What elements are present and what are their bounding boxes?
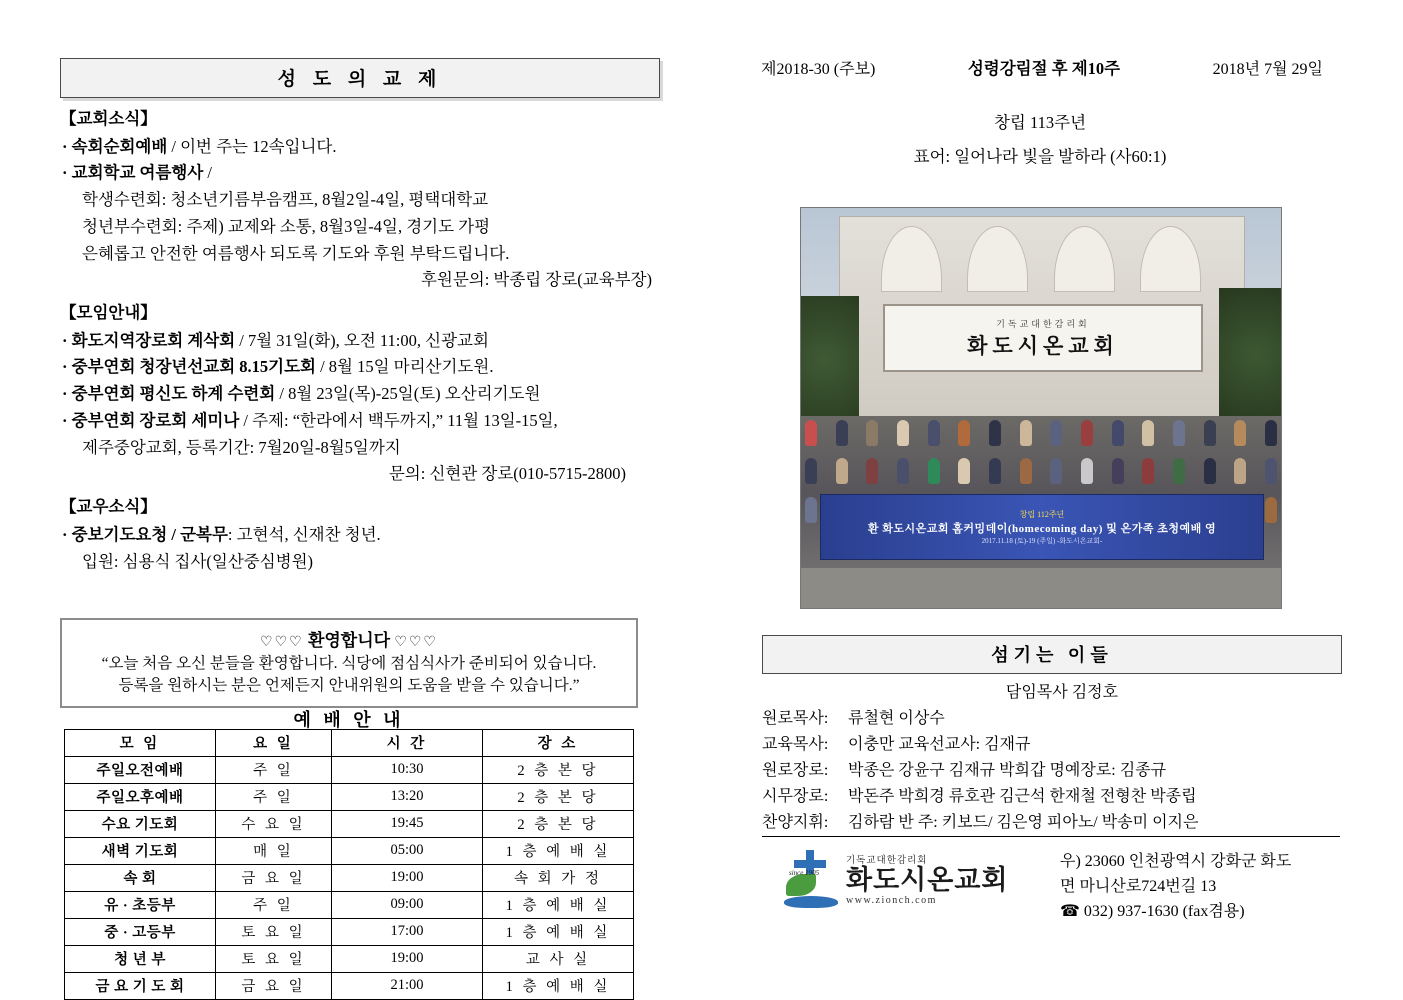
logo-website[interactable]: www.zionch.com [846,894,937,906]
phone-line: ☎ 032) 937-1630 (fax겸용) [1060,902,1245,920]
sign-denomination: 기독교대한감리회 [996,318,1090,329]
welcome-title-text: 환영합니다 [307,631,391,650]
logo-denomination: 기독교대한감리회 [846,856,928,867]
col-header-place: 장 소 [483,730,634,757]
cell-day: 금 요 일 [216,973,332,1000]
arch-shape [967,226,1028,292]
col-header-day: 요 일 [216,730,332,757]
cell-day: 수 요 일 [216,811,332,838]
motto-text: 표어: 일어나라 빛을 발하라 (사60:1) [913,147,1167,166]
table-row [65,973,634,1000]
right-column [735,55,1345,167]
cell-meeting: 청 년 부 [65,946,216,973]
table-row [65,838,634,865]
meeting-line [60,381,660,408]
welcome-line-1: “오늘 처음 오신 분들을 환영합니다. 식당에 점심식사가 준비되어 있습니다. [101,655,597,672]
servant-row [762,784,1362,810]
col-header-meeting: 모 임 [65,730,216,757]
worship-schedule-title: 예 배 안 내 [293,710,405,730]
footer [780,848,1360,924]
cell-day: 주 일 [216,892,332,919]
logo-text-block [846,852,1009,905]
cell-meeting: 주일오후예배 [65,784,216,811]
news-line [60,160,660,187]
group-head-member-news: 【교우소식】 [60,497,157,517]
logo-since-text: since 1905 [789,869,820,877]
servant-row [762,758,1362,784]
news-rest: / [203,163,212,183]
cell-time: 05:00 [332,838,483,865]
hearts-left-icon: ♡♡♡ [260,635,304,650]
cell-place: 1 층 예 배 실 [483,973,634,1000]
cell-meeting: 새벽 기도회 [65,838,216,865]
cell-place: 1 층 예 배 실 [483,892,634,919]
news-contact-note: 후원문의: 박종립 장로(교육부장) [420,270,652,290]
servant-row [762,732,1362,758]
cell-day: 매 일 [216,838,332,865]
left-column [60,58,660,575]
address-line-2: 면 마니산로724번길 13 [1060,877,1217,895]
servant-row [762,706,1362,732]
cell-day: 주 일 [216,784,332,811]
meeting-lead: · 중부연회 평신도 하계 수련회 [62,384,276,404]
table-row [65,865,634,892]
cell-place: 2 층 본 당 [483,757,634,784]
meeting-lead: · 중부연회 장로회 세미나 [62,410,240,430]
cell-day: 주 일 [216,757,332,784]
meeting-rest: / 7월 31일(화), 오전 11:00, 신광교회 [235,330,489,350]
news-subline: 청년부수련회: 주제) 교제와 소통, 8월3일-4일, 경기도 가평 [82,216,491,236]
address-line-1: 우) 23060 인천광역시 강화군 화도 [1060,853,1292,870]
anniversary-text: 창립 113주년 [993,113,1087,132]
meeting-contact-note: 문의: 신현관 장로(010-5715-2800) [388,464,626,484]
bulletin-header [735,55,1345,79]
cell-meeting: 수요 기도회 [65,811,216,838]
table-row [65,892,634,919]
issue-number: 제2018-30 (주보) [761,61,876,78]
col-header-time: 시 간 [332,730,483,757]
cross-logo-icon [780,848,842,910]
group-head-church-news: 【교회소식】 [60,109,157,128]
meeting-line [60,328,660,355]
banner-main-text: 환 화도시온교회 홈커밍데이(homecoming day) 및 온가족 초청예배 영 [867,522,1217,535]
senior-pastor: 담임목사 김정호 [1005,684,1119,701]
meeting-rest: / 주제: “한라에서 백두까지,” 11월 13일-15일, [239,410,558,430]
photo-homecoming-banner [820,494,1264,560]
arch-shape [881,226,942,292]
member-news-lead: 입원 [82,551,114,571]
fellowship-title: 성 도 의 교 제 [60,58,660,98]
news-subline: 학생수련회: 청소년기름부음캠프, 8월2일-4일, 평택대학교 [82,190,489,210]
servants-list [762,680,1362,835]
cell-time: 19:00 [332,946,483,973]
news-block [60,106,660,575]
news-subline: 은혜롭고 안전한 여름행사 되도록 기도와 후원 부탁드립니다. [82,243,510,263]
servant-value: 류철현 이상수 [848,709,945,727]
servant-label: 교육목사: [762,735,829,753]
cell-time: 19:45 [332,811,483,838]
group-head-meetings: 【모임안내】 [60,303,157,323]
servant-value: 이충만 교육선교사: 김재규 [848,735,1031,753]
liturgical-week: 성령강림절 후 제10주 [967,59,1121,78]
member-news-rest: : 심용식 집사(일산중심병원) [113,551,314,571]
servant-label: 시무장로: [762,787,829,805]
hearts-right-icon: ♡♡♡ [394,635,438,650]
photo-arches [868,228,1214,292]
meeting-line [60,408,660,435]
photo-ground [801,568,1281,608]
cell-place: 속 회 가 정 [483,865,634,892]
meeting-subline: 제주중앙교회, 등록기간: 7월20일-8월5일까지 [82,437,401,457]
meeting-lead: · 화도지역장로회 계삭회 [62,330,236,350]
welcome-line-2: 등록을 원하시는 분은 언제든지 안내위원의 도움을 받을 수 있습니다.” [118,677,580,695]
servants-title: 섬기는 이들 [762,635,1342,674]
news-rest: / 이번 주는 12속입니다. [167,136,337,156]
congregation-photo [800,207,1282,609]
meeting-rest: / 8월 23일(목)-25일(토) 오산리기도원 [275,384,541,404]
table-row [65,811,634,838]
worship-schedule-table [64,729,634,1000]
banner-sub-text: 2017.11.18 (토)-19 (주일) -화도시온교회- [981,536,1103,545]
news-line [60,134,660,161]
photo-church-sign [883,304,1204,372]
arch-shape [1054,226,1115,292]
church-logo [780,848,1060,910]
servant-label: 원로목사: [762,709,829,727]
cell-meeting: 중 · 고등부 [65,919,216,946]
member-news-rest: : 고현석, 신재찬 청년. [227,524,381,544]
servant-label: 원로장로: [762,761,829,779]
welcome-title [70,626,628,651]
meeting-lead: · 중부연회 청장년선교회 8.15기도회 [62,357,316,377]
table-row [65,946,634,973]
member-news-lead: · 중보기도요청 / 군복무 [62,524,228,544]
logo-church-name: 화도시온교회 [846,865,1009,896]
church-address [1060,848,1291,924]
banner-top-text: 창립 112주년 [1019,509,1065,519]
cell-meeting: 주일오전예배 [65,757,216,784]
welcome-box [60,618,638,708]
cell-time: 09:00 [332,892,483,919]
servant-value: 박종은 강윤구 김재규 박희갑 명예장로: 김종규 [848,761,1167,779]
news-lead: · 교회학교 여름행사 [62,163,204,183]
table-header-row [65,730,634,757]
meeting-rest: / 8월 15일 마리산기도원. [315,357,494,377]
cell-meeting: 유 · 초등부 [65,892,216,919]
servant-label: 찬양지휘: [762,813,829,831]
cell-meeting: 금 요 기 도 회 [65,973,216,1000]
bulletin-date: 2018년 7월 29일 [1212,61,1323,78]
meeting-line [60,354,660,381]
cell-time: 19:00 [332,865,483,892]
member-news-line [60,522,660,549]
cell-day: 금 요 일 [216,865,332,892]
table-row [65,919,634,946]
member-news-line [60,549,660,576]
cell-day: 토 요 일 [216,919,332,946]
servant-value: 김하람 반 주: 키보드/ 김은영 피아노/ 박송미 이지은 [848,813,1199,831]
arch-shape [1140,226,1201,292]
cell-time: 10:30 [332,757,483,784]
cell-time: 17:00 [332,919,483,946]
news-lead: · 속회순회예배 [62,136,168,156]
cell-time: 21:00 [332,973,483,1000]
cell-place: 교 사 실 [483,946,634,973]
footer-divider [762,836,1340,837]
cell-time: 13:20 [332,784,483,811]
cell-meeting: 속 회 [65,865,216,892]
cell-place: 2 층 본 당 [483,784,634,811]
cell-place: 2 층 본 당 [483,811,634,838]
cell-place: 1 층 예 배 실 [483,919,634,946]
servant-row [762,810,1362,836]
sign-church-name: 화도시온교회 [967,333,1119,358]
cell-day: 토 요 일 [216,946,332,973]
table-row [65,757,634,784]
cell-place: 1 층 예 배 실 [483,838,634,865]
table-row [65,784,634,811]
servant-value: 박돈주 박희경 류호관 김근석 한재철 전형찬 박종립 [848,787,1197,805]
